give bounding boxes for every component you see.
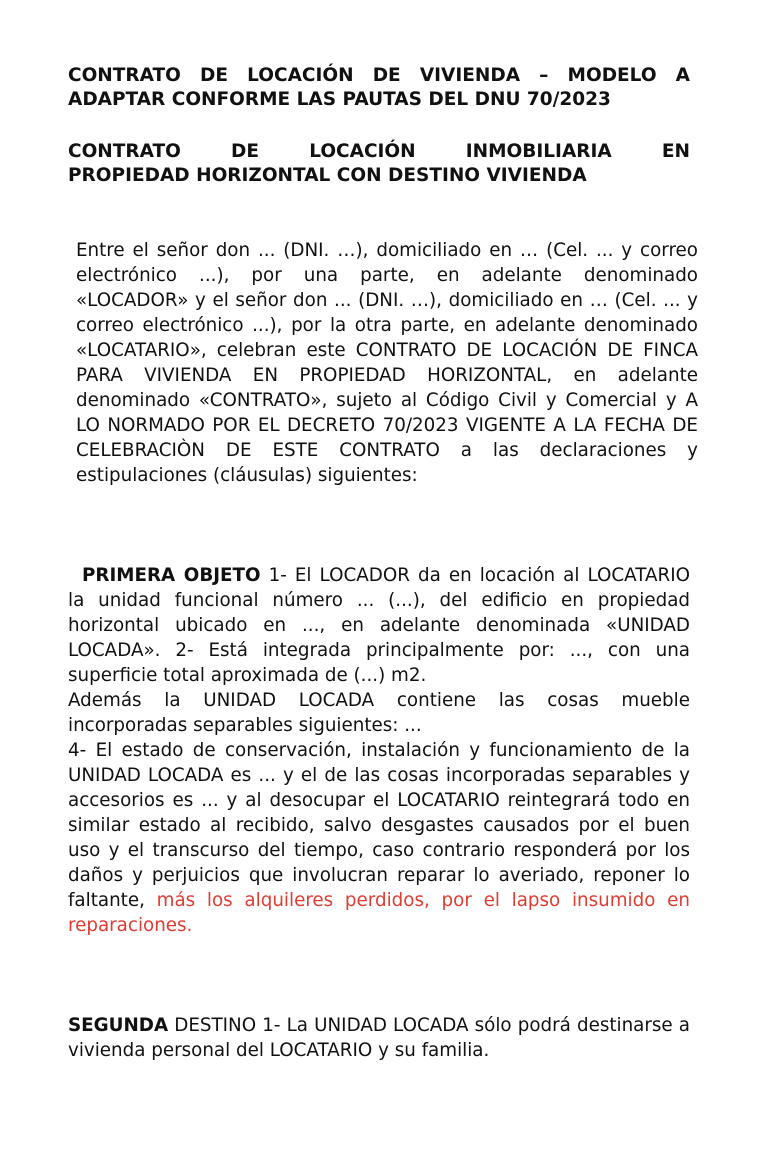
clause-segunda-heading: SEGUNDA (68, 1015, 169, 1036)
clause-primera-text-3: 4- El estado de conservación, instalación y funcionamiento de la UNIDAD LOCADA es ... y el de las cosas incorporadas separables y accesorios es ... y al desocupar el LOCATARIO reintegrará todo en similar estado al recibido, salvo desgastes causados por el buen uso y el transcurso del tiempo, caso contrario responderá por los daños y perjuicios que involucran reparar lo averiado, reponer lo faltante, (68, 740, 690, 911)
clause-primera-heading: PRIMERA OBJETO (82, 565, 261, 586)
intro-paragraph: Entre el señor don ... (DNI. …), domiciliado en … (Cel. ... y correo electrónico ...), por una parte, en adelante denominado «LOCADOR» y el señor don ... (DNI. …), domiciliado en … (Cel. ... y correo electrónico ...), por la otra parte, en adelante denominado «LOCATARIO», celebran este CONTRATO DE LOCACIÓN DE FINCA PARA VIVIENDA EN PROPIEDAD HORIZONTAL, en adelante denominado «CONTRATO», sujeto al Código Civil y Comercial y A LO NORMADO POR EL DECRETO 70/2023 VIGENTE A LA FECHA DE CELEBRACIÒN DE ESTE CONTRATO a las declaraciones y estipulaciones (cláusulas) siguientes: (76, 240, 698, 486)
clause-primera-paragraph-1 (68, 563, 690, 688)
clause-primera-paragraph-3 (68, 738, 690, 938)
document-subtitle (68, 140, 690, 188)
clause-primera-text-2: Además la UNIDAD LOCADA contiene las cosas mueble incorporadas separables siguientes: ... (68, 690, 690, 736)
document-subtitle-line-2: PROPIEDAD HORIZONTAL CON DESTINO VIVIENDA (68, 165, 587, 186)
document-subtitle-line-1: CONTRATO DE LOCACIÓN INMOBILIARIA EN (68, 141, 690, 162)
clause-segunda (68, 1013, 690, 1063)
document-title: CONTRATO DE LOCACIÓN DE VIVIENDA – MODELO A ADAPTAR CONFORME LAS PAUTAS DEL DNU 70/2023 (68, 65, 690, 110)
clause-primera-text-1: 1- El LOCADOR da en locación al LOCATARIO la unidad funcional número ... (...), del edificio en propiedad horizontal ubicado en ..., en adelante denominada «UNIDAD LOCADA». 2- Está integrada principalmente por: ..., con una superficie total aproximada de (...) m2. (68, 565, 690, 686)
clause-primera (68, 563, 690, 938)
clause-primera-highlight: más los alquileres perdidos, por el lapso insumido en reparaciones. (68, 890, 690, 936)
clause-segunda-text: DESTINO 1- La UNIDAD LOCADA sólo podrá destinarse a vivienda personal del LOCATARIO y su familia. (68, 1015, 690, 1061)
